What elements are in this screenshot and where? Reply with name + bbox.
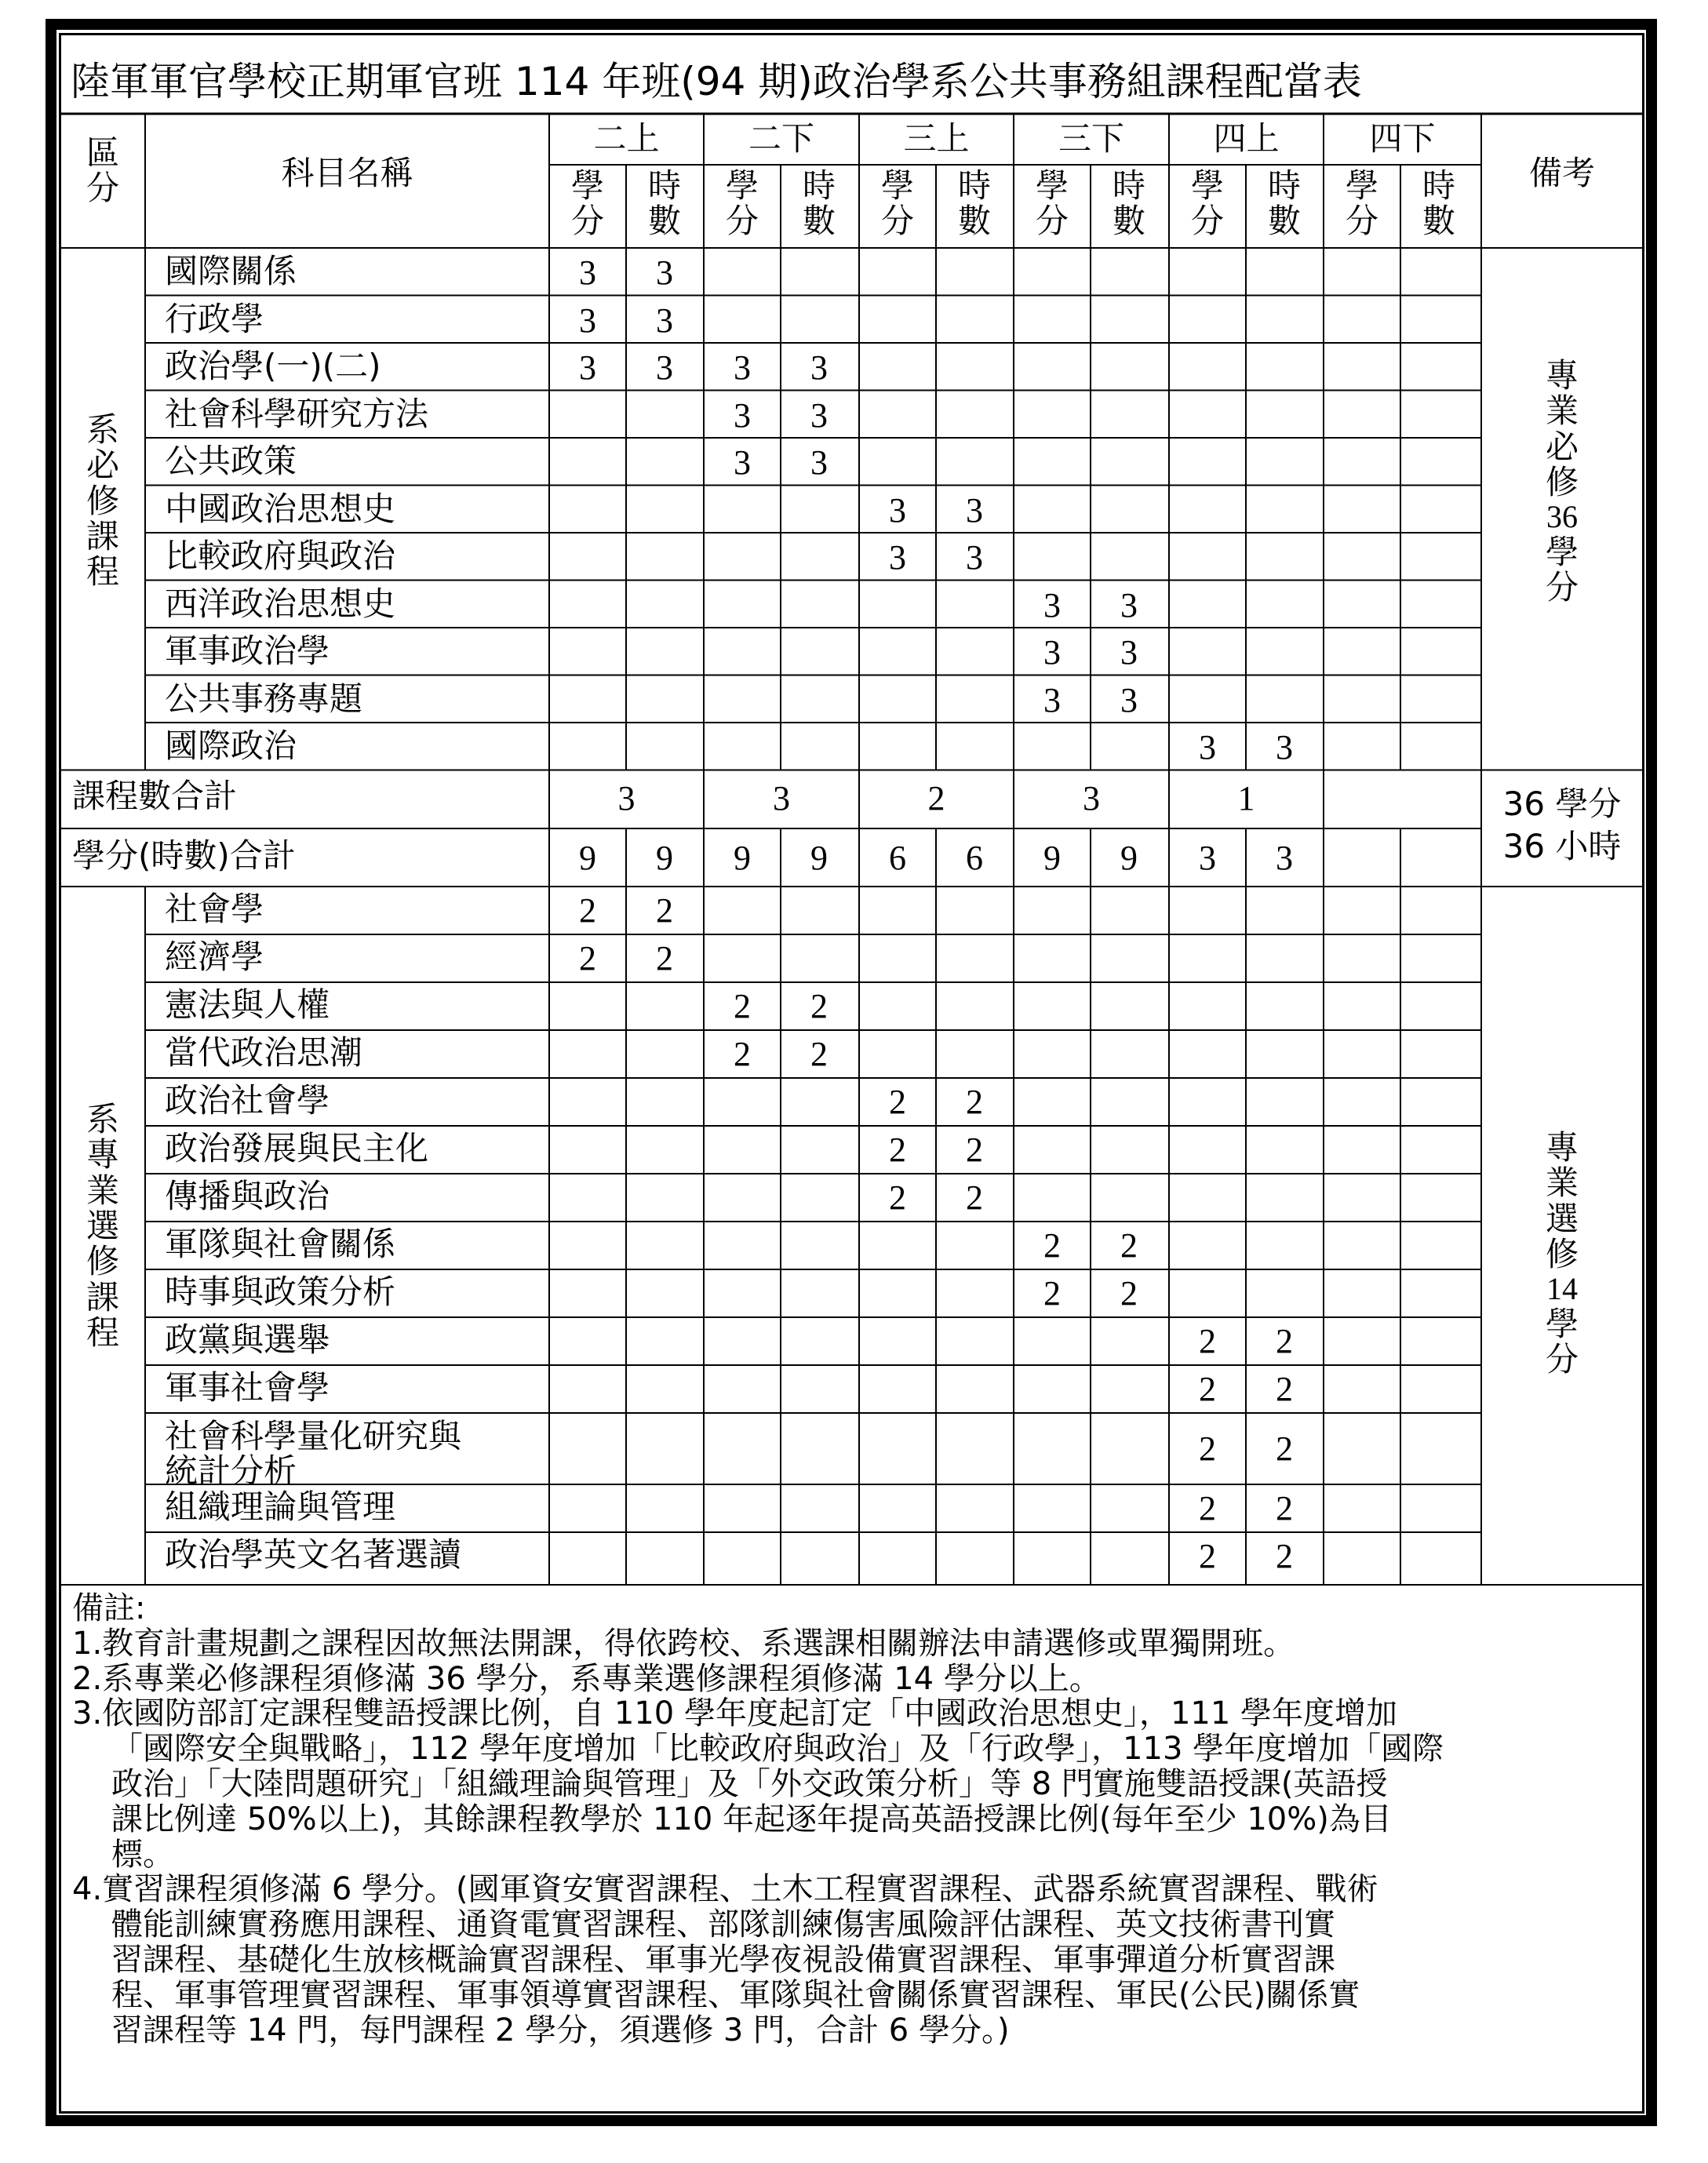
credit-value: 2 [1199,1369,1216,1408]
semester-header: 四上 [1213,119,1280,158]
hours-value: 2 [966,1178,983,1217]
course-name: 當代政治思潮 [165,1033,363,1072]
hours-value: 3 [966,490,983,530]
note-item: 3.依國防部訂定課程雙語授課比例，自 110 學年度起訂定「中國政治思想史」，111 學年度增加 [72,1695,1398,1732]
hours-value: 2 [810,986,828,1025]
credit-total-value: 9 [579,839,596,877]
course-count-value: 3 [1083,779,1100,817]
credit-value: 3 [579,348,596,387]
note-item: 習課程等 14 門，每門課程 2 學分，須選修 3 門，合計 6 學分。) [111,2012,1010,2048]
hours-value: 3 [1120,585,1138,625]
course-count-value: 1 [1237,779,1255,817]
credit-total-value: 9 [1120,839,1138,877]
course-name: 行政學 [165,299,264,338]
hours-header: 時 數 [1422,166,1455,241]
notes-heading: 備註: [72,1590,146,1626]
note-item: 標。 [111,1836,174,1873]
credit-value: 2 [1199,1321,1216,1360]
hours-header: 時 數 [1267,166,1301,241]
credit-value: 3 [734,443,751,482]
credit-header: 學 分 [570,166,604,241]
hours-header: 時 數 [957,166,991,241]
credit-value: 3 [579,300,596,340]
hours-header: 時 數 [647,166,681,241]
course-name: 軍隊與社會關係 [165,1225,396,1263]
course-count-value: 2 [927,779,945,817]
hours-value: 3 [810,443,828,482]
semester-header: 二下 [748,119,814,158]
credit-total-value: 9 [656,839,673,877]
course-name: 政黨與選舉 [165,1320,330,1359]
subject-header: 科目名稱 [281,154,413,192]
credit-value: 3 [1043,633,1061,672]
credit-value: 2 [734,1034,751,1073]
elective-remark: 專 業 選 修 14 學 分 [1545,1128,1579,1378]
note-item: 體能訓練實務應用課程、通資電實習課程、部隊訓練傷害風險評估課程、英文技術書刊實 [111,1906,1335,1943]
hours-value: 3 [810,348,828,387]
course-name: 社會科學研究方法 [165,394,429,433]
hours-value: 2 [656,938,673,978]
remarks-header: 備考 [1528,154,1595,192]
course-name: 公共事務專題 [165,679,363,718]
note-item: 課比例達 50%以上)，其餘課程教學於 110 年起逐年提高英語授課比例(每年至少 10%)為目 [111,1801,1392,1837]
credit-value: 2 [1199,1429,1216,1468]
course-name: 政治發展與民主化 [165,1129,429,1167]
credit-header: 學 分 [1345,166,1378,241]
semester-header: 四下 [1369,119,1436,158]
credit-value: 3 [1043,585,1061,625]
hours-value: 3 [656,253,673,292]
credit-value: 3 [734,348,751,387]
credit-value: 3 [1199,728,1216,767]
course-name: 西洋政治思想史 [165,584,396,623]
credit-value: 3 [889,490,906,530]
hours-value: 2 [1276,1488,1293,1528]
course-name: 公共政策 [165,442,297,480]
note-item: 「國際安全與戰略」，112 學年度增加「比較政府與政治」及「行政學」，113 學年度增加「國際 [111,1731,1444,1768]
hours-value: 2 [966,1130,983,1169]
course-name: 政治學英文名著選讀 [165,1535,462,1574]
semester-header: 三下 [1058,119,1124,158]
note-item: 1.教育計畫規劃之課程因故無法開課，得依跨校、系選課相關辦法申請選修或單獨開班。 [72,1625,1295,1662]
hours-value: 3 [656,300,673,340]
hours-value: 2 [810,1034,828,1073]
credit-value: 2 [889,1082,906,1121]
credit-header: 學 分 [1190,166,1224,241]
course-name: 傳播與政治 [165,1177,330,1215]
total-remark: 36 學分 [1502,785,1622,823]
note-item: 4.實習課程須修滿 6 學分。(國軍資安實習課程、土木工程實習課程、武器系統實習課程、戰術 [72,1871,1378,1908]
credit-value: 3 [889,538,906,577]
course-name: 中國政治思想史 [165,489,396,528]
hours-header: 時 數 [802,166,836,241]
course-name: 國際關係 [165,252,297,290]
zone-header: 區 分 [86,133,119,208]
course-name: 時事與政策分析 [165,1273,396,1311]
credit-header: 學 分 [1035,166,1069,241]
hours-value: 2 [656,890,673,930]
course-name: 憲法與人權 [165,985,330,1024]
credit-value: 2 [579,890,596,930]
note-item: 2.系專業必修課程須修滿 36 學分，系專業選修課程須修滿 14 學分以上。 [72,1660,1101,1697]
course-name: 軍事政治學 [165,632,330,670]
credit-value: 2 [734,986,751,1025]
note-item: 政治」「大陸問題研究」「組織理論與管理」及「外交政策分析」等 8 門實施雙語授課(英語授 [111,1765,1388,1802]
credit-total-value: 6 [889,839,906,877]
credit-value: 2 [1199,1536,1216,1575]
credit-header: 學 分 [880,166,914,241]
credit-total-label: 學分(時數)合計 [72,836,296,875]
credit-total-value: 3 [1276,839,1293,877]
hours-value: 3 [810,395,828,435]
semester-header: 二上 [593,119,660,158]
credit-value: 2 [579,938,596,978]
credit-value: 2 [1199,1488,1216,1528]
hours-value: 2 [1120,1273,1138,1313]
note-item: 程、軍事管理實習課程、軍事領導實習課程、軍隊與社會關係實習課程、軍民(公民)關係實 [111,1976,1360,2013]
credit-total-value: 3 [1199,839,1216,877]
course-count-value: 3 [773,779,790,817]
hours-value: 3 [1120,633,1138,672]
credit-value: 2 [1043,1225,1061,1265]
required-zone-label: 系 必 修 課 程 [86,410,119,592]
credit-total-value: 9 [1043,839,1061,877]
credit-value: 3 [1043,680,1061,719]
course-name: 組織理論與管理 [165,1488,396,1526]
hours-value: 2 [1276,1429,1293,1468]
credit-value: 3 [734,395,751,435]
hours-value: 2 [1120,1225,1138,1265]
semester-header: 三上 [903,119,970,158]
elective-zone-label: 系 專 業 選 修 課 程 [86,1100,119,1353]
credit-value: 2 [889,1130,906,1169]
notes-section [72,1591,1641,2048]
hours-value: 2 [1276,1536,1293,1575]
credit-header: 學 分 [725,166,759,241]
course-name: 社會科學量化研究與 統計分析 [165,1417,462,1491]
hours-value: 3 [966,538,983,577]
credit-value: 2 [1043,1273,1061,1313]
course-name: 比較政府與政治 [165,537,396,575]
course-name: 社會學 [165,890,264,928]
page-title: 陸軍軍官學校正期軍官班 114 年班(94 期)政治學系公共事務組課程配當表 [71,59,1362,104]
course-name: 政治學(一)(二) [165,347,381,385]
credit-total-value: 9 [810,839,828,877]
course-name: 國際政治 [165,726,297,765]
course-name: 經濟學 [165,938,264,976]
hours-value: 2 [1276,1369,1293,1408]
course-name: 軍事社會學 [165,1368,330,1407]
total-remark: 36 小時 [1502,827,1622,865]
credit-total-value: 6 [966,839,983,877]
hours-value: 3 [656,348,673,387]
hours-value: 3 [1276,728,1293,767]
course-count-label: 課程數合計 [72,777,238,815]
credit-value: 2 [889,1178,906,1217]
credit-total-value: 9 [734,839,751,877]
credit-value: 3 [579,253,596,292]
hours-header: 時 數 [1112,166,1145,241]
hours-value: 3 [1120,680,1138,719]
note-item: 習課程、基礎化生放核概論實習課程、軍事光學夜視設備實習課程、軍事彈道分析實習課 [111,1941,1335,1978]
hours-value: 2 [966,1082,983,1121]
course-count-value: 3 [617,779,635,817]
course-name: 政治社會學 [165,1081,330,1120]
hours-value: 2 [1276,1321,1293,1360]
required-remark: 專 業 必 修 36 學 分 [1545,356,1579,606]
